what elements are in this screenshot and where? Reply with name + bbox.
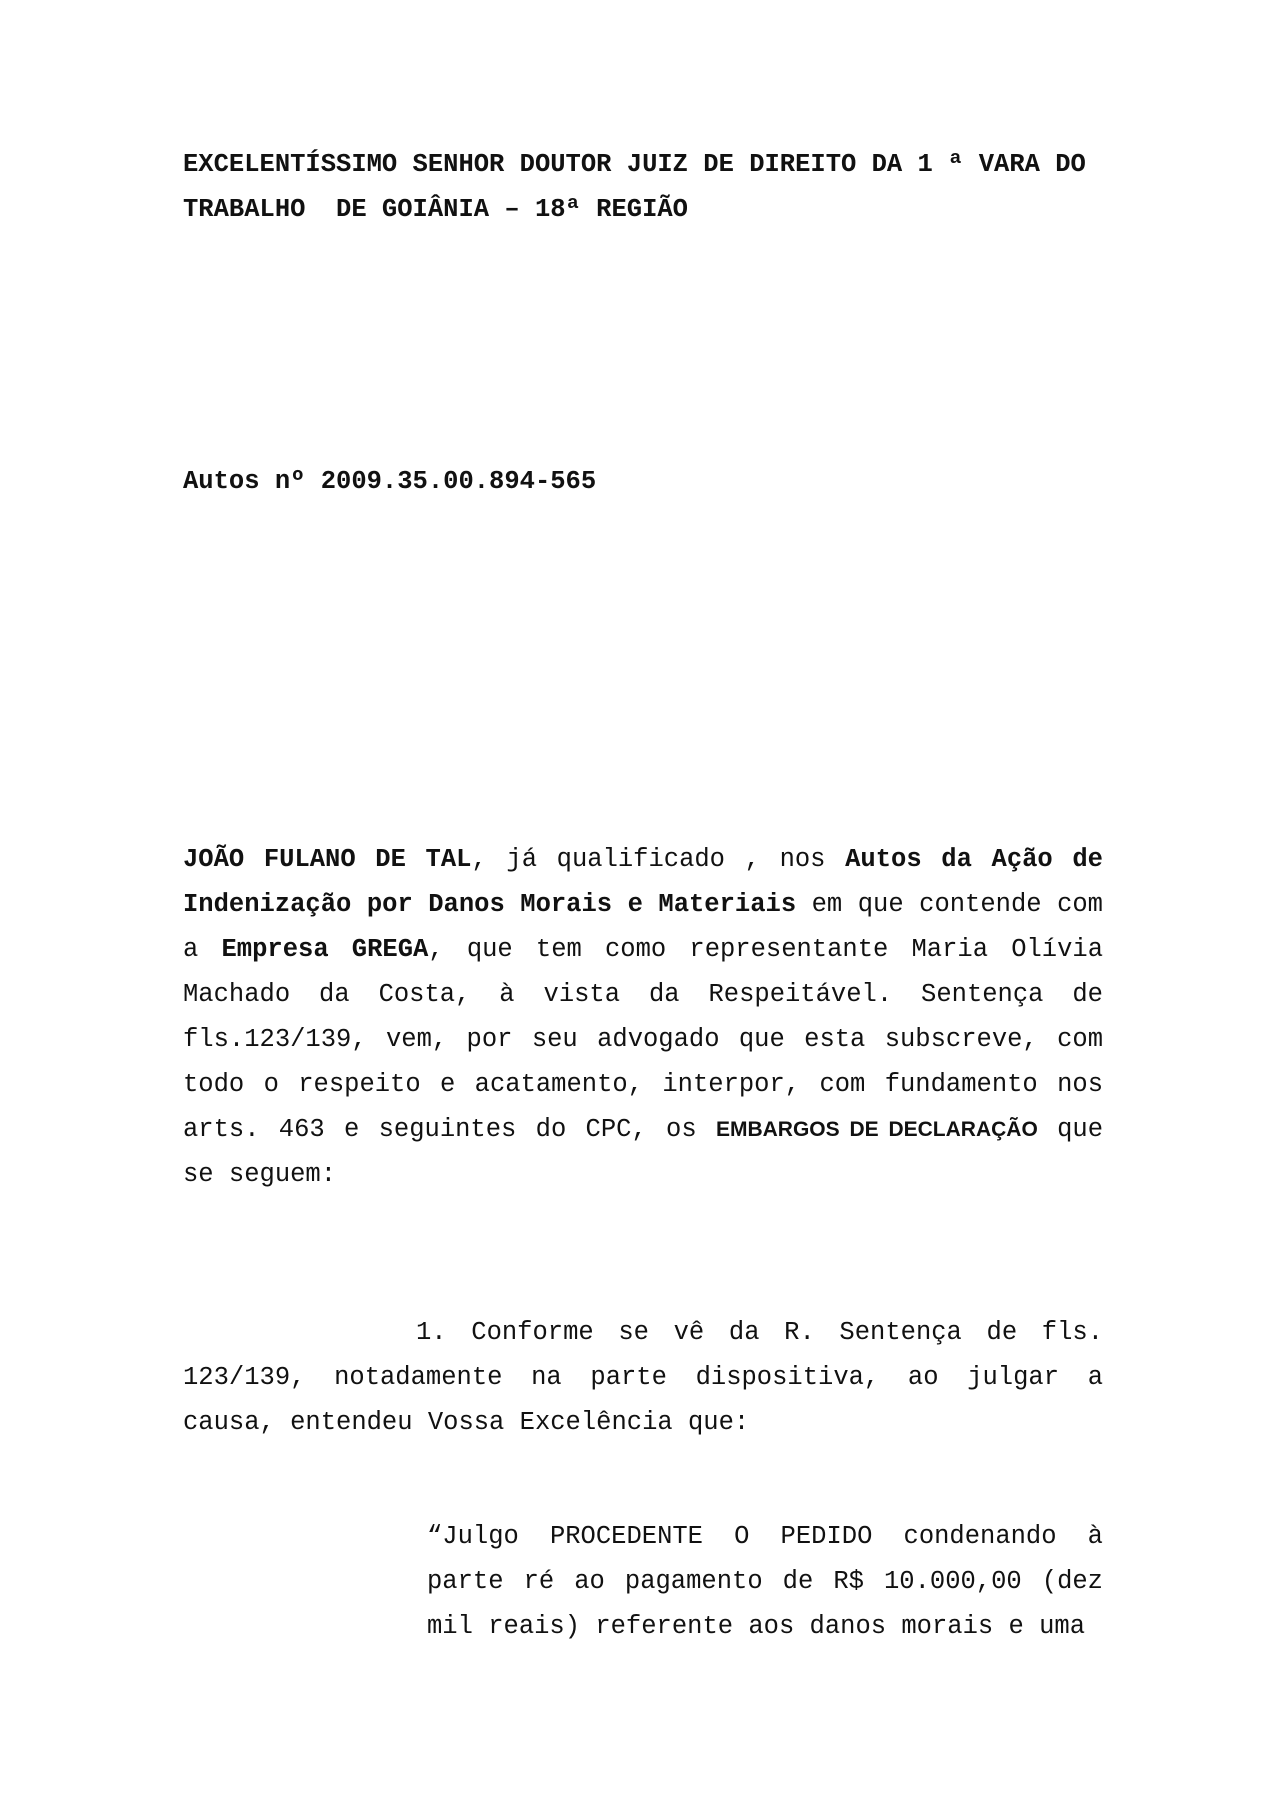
action-title: Autos da Ação de Indenização por Danos Morais e Materiais bbox=[183, 845, 1103, 919]
addressee-line-1: EXCELENTÍSSIMO SENHOR DOUTOR JUIZ DE DIREITO DA 1 ª VARA DO bbox=[183, 150, 1086, 179]
embargos-title: EMBARGOS DE DECLARAÇÃO bbox=[715, 1118, 1038, 1141]
item-1-paragraph: 1. Conforme se vê da R. Sentença de fls. 123/139, notadamente na parte dispositiva, ao julgar a causa, entendeu Vossa Excelência que: bbox=[183, 1318, 1103, 1437]
defendant-name: Empresa GREGA bbox=[221, 935, 429, 964]
petition-addressee bbox=[183, 142, 1103, 232]
intro-text-4: que se seguem: bbox=[183, 1115, 1104, 1189]
addressee-line-2: TRABALHO DE GOIÂNIA – 18ª REGIÃO bbox=[183, 195, 688, 224]
intro-text-3: , que tem como representante Maria Olívia Machado da Costa, à vista da Respeitável. Sentença de fls.123/139, vem, por seu advogado que esta subscreve, com todo o respeito e acatamento, interpor, com fundamento nos arts. 463 e seguintes do CPC, os bbox=[183, 935, 1104, 1144]
plaintiff-name: JOÃO FULANO DE TAL bbox=[183, 845, 472, 874]
sentence-quote: “Julgo PROCEDENTE O PEDIDO condenando à parte ré ao pagamento de R$ 10.000,00 (dez mil reais) referente aos danos morais e uma bbox=[427, 1522, 1103, 1641]
intro-paragraph bbox=[183, 837, 1103, 1197]
case-number: Autos nº 2009.35.00.894-565 bbox=[183, 467, 597, 496]
intro-text-1: , já qualificado , nos bbox=[471, 845, 846, 874]
intro-text-2: em que contende com a bbox=[183, 890, 1103, 964]
